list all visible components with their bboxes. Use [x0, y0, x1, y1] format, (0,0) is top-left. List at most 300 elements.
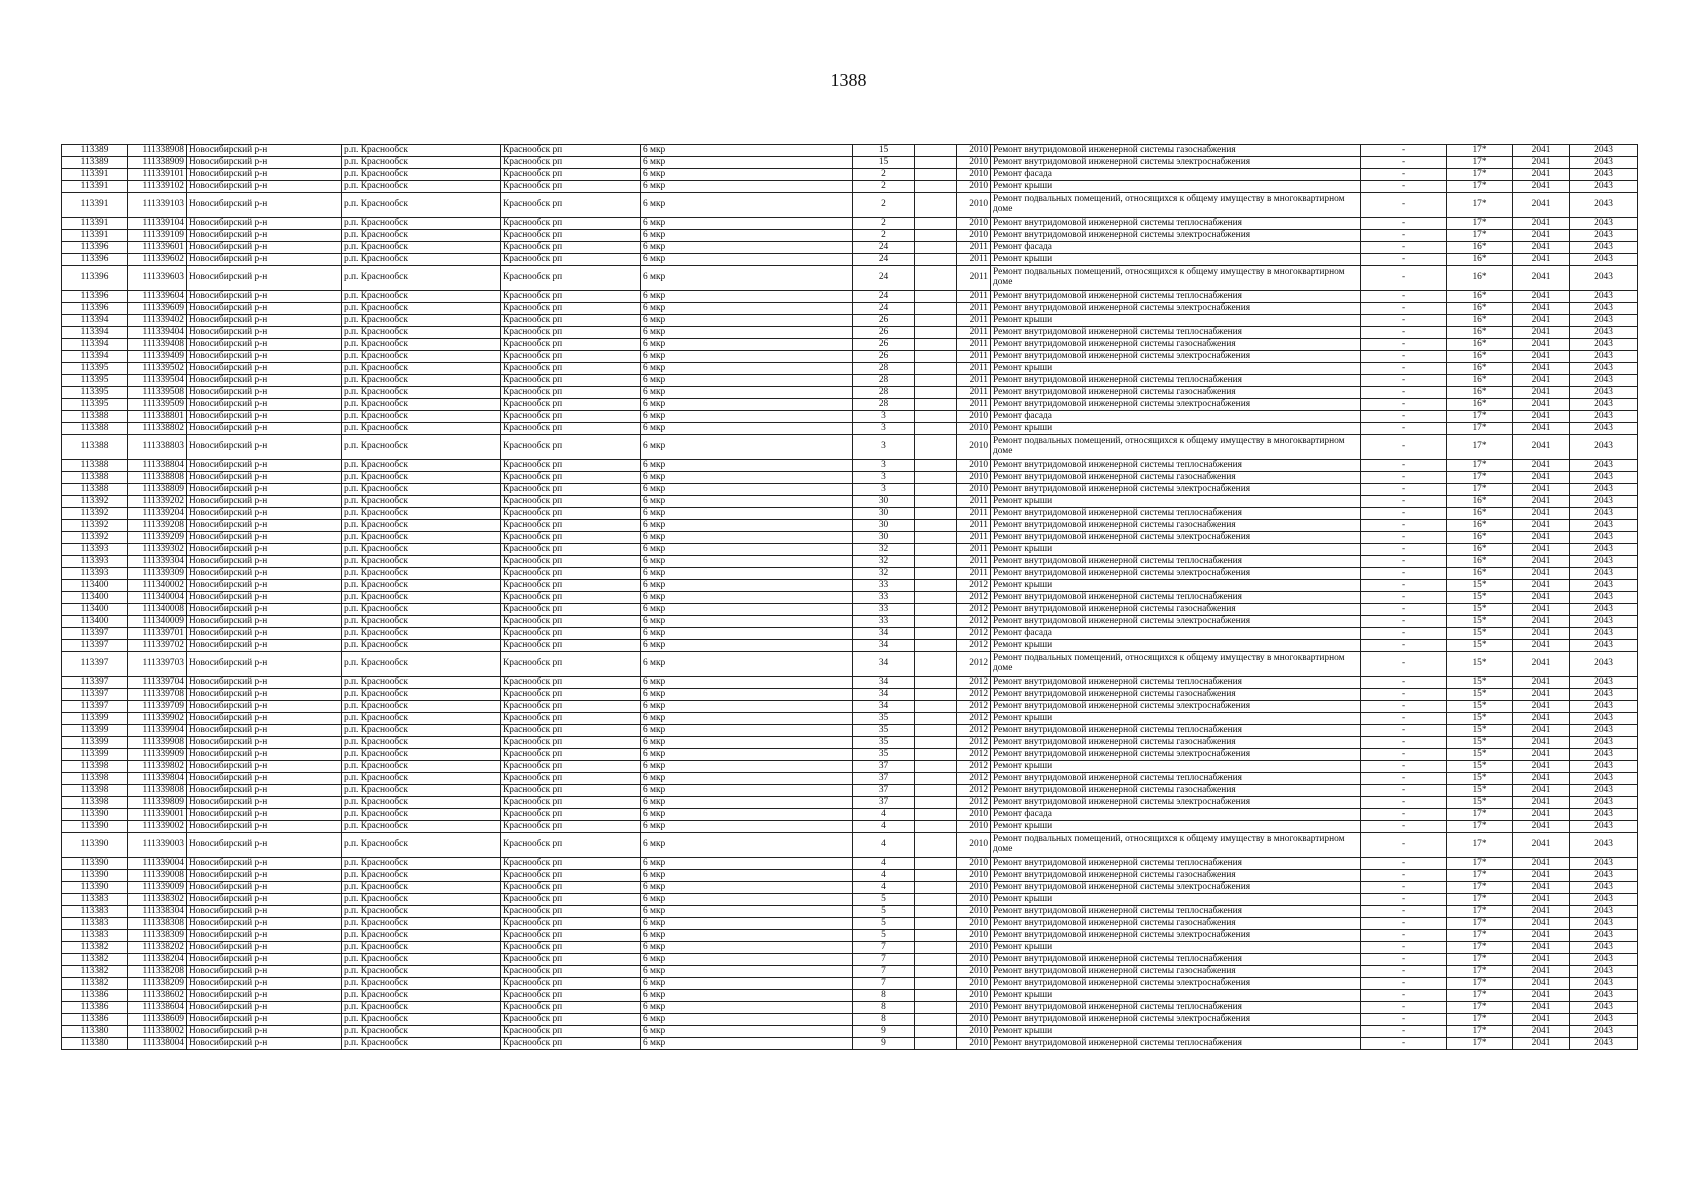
cell-house-number: 4 [853, 809, 915, 821]
cell-street: 6 мкр [641, 990, 853, 1002]
cell-street: 6 мкр [641, 544, 853, 556]
cell-district: Новосибирский р-н [187, 375, 342, 387]
table-row [62, 375, 1638, 387]
cell-house-id: 113394 [62, 315, 128, 327]
cell-settlement: р.п. Краснообск [342, 145, 501, 157]
cell-locality: Краснообск рп [501, 568, 641, 580]
cell-house-id: 113390 [62, 882, 128, 894]
cell-street: 6 мкр [641, 508, 853, 520]
cell-work-type: Ремонт внутридомовой инженерной системы электроснабжения [991, 882, 1361, 894]
cell-house-number: 24 [853, 303, 915, 315]
cell-settlement: р.п. Краснообск [342, 484, 501, 496]
cell-year: 2010 [957, 230, 991, 242]
cell-plan-end: 2043 [1570, 954, 1638, 966]
cell-street: 6 мкр [641, 604, 853, 616]
cell-locality: Краснообск рп [501, 797, 641, 809]
cell-work-id: 111339204 [128, 508, 187, 520]
cell-street: 6 мкр [641, 423, 853, 435]
cell-building [915, 315, 957, 327]
cell-locality: Краснообск рп [501, 870, 641, 882]
cell-locality: Краснообск рп [501, 978, 641, 990]
cell-settlement: р.п. Краснообск [342, 423, 501, 435]
cell-street: 6 мкр [641, 568, 853, 580]
cell-locality: Краснообск рп [501, 387, 641, 399]
cell-year: 2012 [957, 785, 991, 797]
cell-work-type: Ремонт внутридомовой инженерной системы электроснабжения [991, 532, 1361, 544]
cell-house-id: 113392 [62, 532, 128, 544]
cell-street: 6 мкр [641, 749, 853, 761]
cell-house-id: 113396 [62, 254, 128, 266]
cell-locality: Краснообск рп [501, 435, 641, 460]
cell-plan-start: 2041 [1513, 966, 1570, 978]
cell-blank-col: - [1361, 375, 1447, 387]
cell-building [915, 978, 957, 990]
cell-house-id: 113396 [62, 291, 128, 303]
cell-settlement: р.п. Краснообск [342, 266, 501, 291]
cell-work-id: 111338002 [128, 1026, 187, 1038]
cell-year: 2010 [957, 193, 991, 218]
cell-work-type: Ремонт фасада [991, 411, 1361, 423]
cell-house-id: 113388 [62, 435, 128, 460]
cell-locality: Краснообск рп [501, 882, 641, 894]
cell-work-type: Ремонт крыши [991, 894, 1361, 906]
cell-plan-start: 2041 [1513, 689, 1570, 701]
cell-building [915, 821, 957, 833]
cell-house-number: 3 [853, 484, 915, 496]
cell-wear: 17* [1447, 906, 1513, 918]
cell-work-type: Ремонт внутридомовой инженерной системы электроснабжения [991, 568, 1361, 580]
cell-house-number: 7 [853, 942, 915, 954]
cell-blank-col: - [1361, 520, 1447, 532]
cell-house-id: 113383 [62, 918, 128, 930]
cell-plan-end: 2043 [1570, 1002, 1638, 1014]
cell-locality: Краснообск рп [501, 906, 641, 918]
cell-house-id: 113382 [62, 954, 128, 966]
cell-street: 6 мкр [641, 339, 853, 351]
cell-building [915, 785, 957, 797]
cell-plan-end: 2043 [1570, 930, 1638, 942]
cell-year: 2012 [957, 592, 991, 604]
cell-work-id: 111338309 [128, 930, 187, 942]
cell-building [915, 568, 957, 580]
cell-settlement: р.п. Краснообск [342, 387, 501, 399]
table-row [62, 339, 1638, 351]
cell-street: 6 мкр [641, 399, 853, 411]
cell-blank-col: - [1361, 242, 1447, 254]
cell-district: Новосибирский р-н [187, 496, 342, 508]
cell-plan-start: 2041 [1513, 954, 1570, 966]
cell-blank-col: - [1361, 689, 1447, 701]
cell-settlement: р.п. Краснообск [342, 858, 501, 870]
cell-settlement: р.п. Краснообск [342, 460, 501, 472]
cell-house-id: 113383 [62, 906, 128, 918]
cell-plan-end: 2043 [1570, 882, 1638, 894]
cell-wear: 15* [1447, 677, 1513, 689]
cell-blank-col: - [1361, 894, 1447, 906]
cell-work-id: 111339809 [128, 797, 187, 809]
cell-building [915, 628, 957, 640]
cell-blank-col: - [1361, 652, 1447, 677]
cell-locality: Краснообск рп [501, 291, 641, 303]
cell-house-id: 113399 [62, 725, 128, 737]
cell-plan-end: 2043 [1570, 181, 1638, 193]
cell-work-type: Ремонт подвальных помещений, относящихся к общему имуществу в многоквартирном доме [991, 266, 1361, 291]
table-row [62, 520, 1638, 532]
cell-street: 6 мкр [641, 628, 853, 640]
cell-building [915, 230, 957, 242]
cell-work-type: Ремонт внутридомовой инженерной системы газоснабжения [991, 785, 1361, 797]
cell-house-id: 113391 [62, 169, 128, 181]
cell-locality: Краснообск рп [501, 689, 641, 701]
cell-work-id: 111339904 [128, 725, 187, 737]
cell-plan-start: 2041 [1513, 218, 1570, 230]
cell-year: 2012 [957, 725, 991, 737]
cell-locality: Краснообск рп [501, 616, 641, 628]
cell-street: 6 мкр [641, 616, 853, 628]
cell-building [915, 725, 957, 737]
cell-locality: Краснообск рп [501, 351, 641, 363]
cell-year: 2010 [957, 1002, 991, 1014]
cell-work-id: 111340002 [128, 580, 187, 592]
cell-work-type: Ремонт внутридомовой инженерной системы теплоснабжения [991, 906, 1361, 918]
cell-wear: 17* [1447, 833, 1513, 858]
cell-year: 2010 [957, 218, 991, 230]
cell-street: 6 мкр [641, 677, 853, 689]
cell-year: 2011 [957, 339, 991, 351]
cell-locality: Краснообск рп [501, 1026, 641, 1038]
cell-house-id: 113391 [62, 218, 128, 230]
table-row [62, 628, 1638, 640]
cell-locality: Краснообск рп [501, 181, 641, 193]
cell-settlement: р.п. Краснообск [342, 520, 501, 532]
cell-street: 6 мкр [641, 169, 853, 181]
cell-blank-col: - [1361, 930, 1447, 942]
cell-plan-start: 2041 [1513, 761, 1570, 773]
cell-plan-end: 2043 [1570, 375, 1638, 387]
cell-house-number: 34 [853, 652, 915, 677]
cell-street: 6 мкр [641, 821, 853, 833]
cell-work-id: 111339508 [128, 387, 187, 399]
cell-building [915, 484, 957, 496]
cell-settlement: р.п. Краснообск [342, 785, 501, 797]
cell-house-number: 15 [853, 157, 915, 169]
cell-year: 2010 [957, 1026, 991, 1038]
cell-plan-end: 2043 [1570, 532, 1638, 544]
cell-building [915, 858, 957, 870]
cell-plan-start: 2041 [1513, 604, 1570, 616]
cell-wear: 15* [1447, 713, 1513, 725]
cell-building [915, 713, 957, 725]
cell-settlement: р.п. Краснообск [342, 411, 501, 423]
cell-settlement: р.п. Краснообск [342, 725, 501, 737]
cell-work-type: Ремонт внутридомовой инженерной системы электроснабжения [991, 701, 1361, 713]
cell-wear: 17* [1447, 484, 1513, 496]
cell-wear: 17* [1447, 145, 1513, 157]
cell-district: Новосибирский р-н [187, 761, 342, 773]
cell-year: 2010 [957, 954, 991, 966]
cell-house-number: 33 [853, 592, 915, 604]
cell-wear: 17* [1447, 894, 1513, 906]
cell-plan-end: 2043 [1570, 785, 1638, 797]
cell-work-id: 111339509 [128, 399, 187, 411]
cell-locality: Краснообск рп [501, 628, 641, 640]
cell-blank-col: - [1361, 303, 1447, 315]
cell-building [915, 460, 957, 472]
cell-year: 2011 [957, 532, 991, 544]
cell-plan-start: 2041 [1513, 496, 1570, 508]
cell-work-type: Ремонт внутридомовой инженерной системы газоснабжения [991, 520, 1361, 532]
cell-house-id: 113394 [62, 351, 128, 363]
cell-wear: 16* [1447, 254, 1513, 266]
cell-plan-end: 2043 [1570, 145, 1638, 157]
cell-house-id: 113383 [62, 930, 128, 942]
table-row [62, 797, 1638, 809]
cell-district: Новосибирский р-н [187, 387, 342, 399]
cell-wear: 17* [1447, 1038, 1513, 1050]
cell-blank-col: - [1361, 592, 1447, 604]
cell-blank-col: - [1361, 990, 1447, 1002]
cell-wear: 15* [1447, 616, 1513, 628]
cell-plan-start: 2041 [1513, 737, 1570, 749]
cell-work-id: 111339601 [128, 242, 187, 254]
cell-locality: Краснообск рп [501, 918, 641, 930]
cell-house-id: 113397 [62, 689, 128, 701]
cell-district: Новосибирский р-н [187, 508, 342, 520]
cell-house-number: 5 [853, 906, 915, 918]
cell-street: 6 мкр [641, 761, 853, 773]
table-row [62, 193, 1638, 218]
cell-work-type: Ремонт крыши [991, 640, 1361, 652]
cell-year: 2011 [957, 568, 991, 580]
cell-work-id: 111339104 [128, 218, 187, 230]
cell-district: Новосибирский р-н [187, 1002, 342, 1014]
cell-locality: Краснообск рп [501, 833, 641, 858]
cell-wear: 16* [1447, 375, 1513, 387]
cell-settlement: р.п. Краснообск [342, 592, 501, 604]
table-row [62, 713, 1638, 725]
cell-district: Новосибирский р-н [187, 954, 342, 966]
cell-plan-start: 2041 [1513, 254, 1570, 266]
cell-settlement: р.п. Краснообск [342, 435, 501, 460]
cell-wear: 15* [1447, 628, 1513, 640]
cell-blank-col: - [1361, 809, 1447, 821]
cell-plan-start: 2041 [1513, 918, 1570, 930]
cell-building [915, 303, 957, 315]
cell-blank-col: - [1361, 966, 1447, 978]
cell-house-number: 9 [853, 1026, 915, 1038]
cell-building [915, 906, 957, 918]
cell-district: Новосибирский р-н [187, 556, 342, 568]
cell-year: 2010 [957, 484, 991, 496]
cell-work-type: Ремонт внутридомовой инженерной системы газоснабжения [991, 966, 1361, 978]
table-row [62, 254, 1638, 266]
cell-house-number: 3 [853, 423, 915, 435]
cell-year: 2010 [957, 1038, 991, 1050]
cell-building [915, 218, 957, 230]
cell-house-number: 28 [853, 375, 915, 387]
cell-plan-start: 2041 [1513, 181, 1570, 193]
cell-locality: Краснообск рп [501, 472, 641, 484]
cell-blank-col: - [1361, 423, 1447, 435]
cell-plan-start: 2041 [1513, 242, 1570, 254]
cell-work-type: Ремонт внутридомовой инженерной системы электроснабжения [991, 484, 1361, 496]
table-row [62, 616, 1638, 628]
table-row [62, 291, 1638, 303]
cell-plan-start: 2041 [1513, 1002, 1570, 1014]
cell-building [915, 652, 957, 677]
cell-settlement: р.п. Краснообск [342, 701, 501, 713]
table-row [62, 701, 1638, 713]
cell-house-number: 4 [853, 858, 915, 870]
cell-street: 6 мкр [641, 218, 853, 230]
cell-locality: Краснообск рп [501, 1038, 641, 1050]
cell-house-id: 113396 [62, 303, 128, 315]
cell-building [915, 749, 957, 761]
cell-house-number: 28 [853, 399, 915, 411]
cell-house-id: 113399 [62, 713, 128, 725]
cell-plan-end: 2043 [1570, 761, 1638, 773]
cell-plan-end: 2043 [1570, 472, 1638, 484]
cell-plan-end: 2043 [1570, 266, 1638, 291]
cell-work-id: 111339908 [128, 737, 187, 749]
cell-blank-col: - [1361, 508, 1447, 520]
cell-building [915, 387, 957, 399]
cell-wear: 15* [1447, 749, 1513, 761]
cell-year: 2012 [957, 689, 991, 701]
cell-house-id: 113393 [62, 568, 128, 580]
cell-street: 6 мкр [641, 351, 853, 363]
cell-district: Новосибирский р-н [187, 339, 342, 351]
cell-plan-end: 2043 [1570, 157, 1638, 169]
cell-district: Новосибирский р-н [187, 821, 342, 833]
cell-wear: 17* [1447, 821, 1513, 833]
cell-work-id: 111338804 [128, 460, 187, 472]
cell-building [915, 1038, 957, 1050]
cell-blank-col: - [1361, 701, 1447, 713]
table-row [62, 568, 1638, 580]
table-row [62, 1014, 1638, 1026]
cell-work-type: Ремонт внутридомовой инженерной системы электроснабжения [991, 930, 1361, 942]
cell-plan-start: 2041 [1513, 423, 1570, 435]
cell-locality: Краснообск рп [501, 157, 641, 169]
cell-work-id: 111339003 [128, 833, 187, 858]
cell-plan-end: 2043 [1570, 218, 1638, 230]
cell-wear: 16* [1447, 291, 1513, 303]
cell-locality: Краснообск рп [501, 508, 641, 520]
cell-year: 2010 [957, 411, 991, 423]
cell-work-id: 111339304 [128, 556, 187, 568]
cell-house-id: 113390 [62, 833, 128, 858]
cell-year: 2012 [957, 749, 991, 761]
cell-blank-col: - [1361, 254, 1447, 266]
table-row [62, 580, 1638, 592]
cell-house-number: 30 [853, 496, 915, 508]
cell-street: 6 мкр [641, 411, 853, 423]
cell-wear: 16* [1447, 399, 1513, 411]
table-row [62, 544, 1638, 556]
cell-building [915, 423, 957, 435]
cell-district: Новосибирский р-н [187, 218, 342, 230]
cell-settlement: р.п. Краснообск [342, 978, 501, 990]
cell-house-number: 24 [853, 291, 915, 303]
cell-building [915, 169, 957, 181]
cell-district: Новосибирский р-н [187, 616, 342, 628]
table-row [62, 363, 1638, 375]
cell-settlement: р.п. Краснообск [342, 339, 501, 351]
cell-house-id: 113400 [62, 616, 128, 628]
cell-building [915, 157, 957, 169]
cell-work-type: Ремонт внутридомовой инженерной системы теплоснабжения [991, 556, 1361, 568]
cell-district: Новосибирский р-н [187, 797, 342, 809]
cell-building [915, 291, 957, 303]
cell-street: 6 мкр [641, 1026, 853, 1038]
cell-year: 2011 [957, 266, 991, 291]
table-row [62, 472, 1638, 484]
cell-work-type: Ремонт внутридомовой инженерной системы теплоснабжения [991, 460, 1361, 472]
cell-wear: 17* [1447, 918, 1513, 930]
cell-blank-col: - [1361, 942, 1447, 954]
table-row [62, 870, 1638, 882]
cell-wear: 16* [1447, 508, 1513, 520]
cell-wear: 15* [1447, 701, 1513, 713]
cell-street: 6 мкр [641, 230, 853, 242]
cell-work-id: 111339408 [128, 339, 187, 351]
cell-work-type: Ремонт крыши [991, 761, 1361, 773]
cell-locality: Краснообск рп [501, 218, 641, 230]
cell-district: Новосибирский р-н [187, 266, 342, 291]
cell-plan-end: 2043 [1570, 423, 1638, 435]
cell-work-type: Ремонт крыши [991, 423, 1361, 435]
cell-plan-end: 2043 [1570, 725, 1638, 737]
table-row [62, 181, 1638, 193]
table-row [62, 821, 1638, 833]
cell-district: Новосибирский р-н [187, 1026, 342, 1038]
cell-work-type: Ремонт внутридомовой инженерной системы электроснабжения [991, 303, 1361, 315]
cell-wear: 15* [1447, 761, 1513, 773]
cell-year: 2010 [957, 882, 991, 894]
cell-locality: Краснообск рп [501, 858, 641, 870]
cell-wear: 17* [1447, 230, 1513, 242]
cell-district: Новосибирский р-н [187, 978, 342, 990]
table-row [62, 749, 1638, 761]
cell-work-type: Ремонт внутридомовой инженерной системы газоснабжения [991, 870, 1361, 882]
cell-district: Новосибирский р-н [187, 423, 342, 435]
cell-plan-end: 2043 [1570, 363, 1638, 375]
cell-work-type: Ремонт внутридомовой инженерной системы газоснабжения [991, 689, 1361, 701]
cell-building [915, 145, 957, 157]
cell-plan-end: 2043 [1570, 906, 1638, 918]
cell-year: 2012 [957, 713, 991, 725]
cell-plan-start: 2041 [1513, 157, 1570, 169]
cell-street: 6 мкр [641, 157, 853, 169]
cell-locality: Краснообск рп [501, 773, 641, 785]
cell-locality: Краснообск рп [501, 652, 641, 677]
cell-district: Новосибирский р-н [187, 652, 342, 677]
cell-settlement: р.п. Краснообск [342, 942, 501, 954]
cell-building [915, 604, 957, 616]
cell-house-id: 113382 [62, 942, 128, 954]
table-row [62, 327, 1638, 339]
cell-work-id: 111339603 [128, 266, 187, 291]
cell-blank-col: - [1361, 266, 1447, 291]
cell-plan-end: 2043 [1570, 640, 1638, 652]
cell-settlement: р.п. Краснообск [342, 157, 501, 169]
cell-house-id: 113391 [62, 181, 128, 193]
cell-house-id: 113388 [62, 423, 128, 435]
cell-work-id: 111339602 [128, 254, 187, 266]
cell-wear: 16* [1447, 315, 1513, 327]
cell-blank-col: - [1361, 327, 1447, 339]
